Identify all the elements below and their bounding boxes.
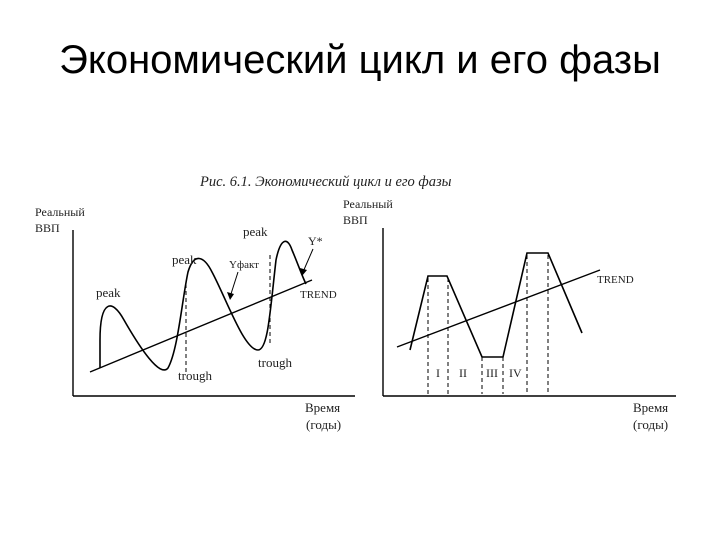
left-peak-label-2: peak — [172, 252, 197, 267]
right-x-axis-label-line1: Время — [633, 400, 669, 415]
right-x-axis-label-line2: (годы) — [633, 417, 669, 432]
left-chart — [35, 205, 355, 432]
left-y-star-label: Y* — [308, 234, 323, 248]
left-y-fact-arrowhead — [227, 292, 234, 300]
right-trend-label: TREND — [597, 274, 634, 286]
right-y-axis-label-line1: Реальный — [343, 197, 393, 211]
left-trough-label-2: trough — [258, 355, 292, 370]
right-y-axis-label-line2: ВВП — [343, 213, 368, 227]
left-trend-label: TREND — [300, 289, 337, 301]
left-peak-label-1: peak — [96, 285, 121, 300]
right-chart — [343, 197, 676, 432]
left-x-axis-label-line1: Время — [305, 400, 341, 415]
right-phase-label-2: II — [459, 366, 467, 380]
figure-caption: Рис. 6.1. Экономический цикл и его фазы — [200, 174, 452, 190]
left-x-axis-label-line2: (годы) — [306, 417, 342, 432]
left-y-star-arrowhead — [300, 268, 307, 276]
right-cycle-curve — [410, 253, 582, 357]
right-phase-label-1: I — [436, 366, 440, 380]
left-cycle-curve — [100, 241, 306, 370]
left-peak-label-3: peak — [243, 224, 268, 239]
left-y-star-pointer — [303, 249, 313, 272]
left-y-axis-label-line2: ВВП — [35, 221, 60, 235]
left-y-axis-label-line1: Реальный — [35, 205, 85, 219]
slide-title: Экономический цикл и его фазы — [59, 38, 661, 82]
left-trough-label-1: trough — [178, 368, 212, 383]
right-phase-label-3: III — [486, 366, 498, 380]
right-phase-label-4: IV — [509, 366, 522, 380]
left-y-fact-label: Yфакт — [229, 259, 259, 271]
